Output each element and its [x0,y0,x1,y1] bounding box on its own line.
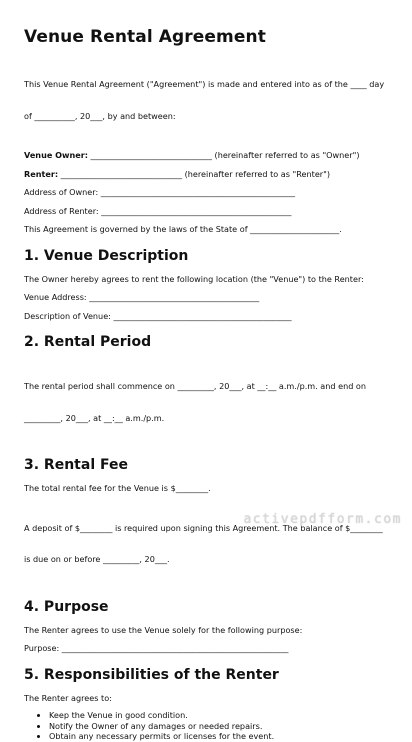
responsibilities-list [24,710,388,742]
deposit-line-2: is due on or before _________, 20___. [24,554,170,564]
owner-address-line: Address of Owner: ________________________________________________ [24,187,296,197]
rental-period-paragraph [24,360,388,444]
purpose-line: Purpose: ________________________________________________________ [24,643,289,653]
section-heading-rental-period: 2. Rental Period [24,334,152,350]
rental-fee-total-line: The total rental fee for the Venue is $________. [24,483,211,493]
venue-description-line: Description of Venue: ____________________________________________ [24,310,292,321]
intro-line-2: of __________, 20___, by and between: [24,110,176,121]
purpose-text: The Renter agrees to use the Venue solely for the following purpose: [24,624,303,635]
section-heading-purpose: 4. Purpose [24,598,109,615]
owner-label: Venue Owner: [24,150,88,160]
owner-field: ______________________________ (hereinafter referred to as "Owner") [87,150,360,160]
governing-law-line: This Agreement is governed by the laws of the State of ______________________. [24,224,342,234]
renter-label: Renter: [24,168,59,179]
section-heading-rental-fee: 3. Rental Fee [24,457,128,473]
owner-line [24,150,388,161]
renter-line [24,169,388,180]
section-heading-responsibilities: 5. Responsibilities of the Renter [24,666,279,683]
rental-period-line-1: The rental period shall commence on _________, 20___, at __:__ a.m./p.m. and end on [24,381,367,391]
list-item: • Notify the Owner of any damages or needed repairs. [49,721,388,732]
rental-period-line-2: _________, 20___, at __:__ a.m./p.m. [24,412,165,423]
list-item: • Keep the Venue in good condition. [49,710,388,721]
intro-paragraph [24,58,388,142]
responsibilities-text: The Renter agrees to: [24,692,112,703]
list-item: • Obtain any necessary permits or licenses for the event. [49,731,388,742]
renter-field: ______________________________ (hereinafter referred to as "Renter") [58,168,331,179]
venue-address-line: Venue Address: __________________________________________ [24,292,260,302]
document-title: Venue Rental Agreement [24,27,266,47]
intro-line-1: This Venue Rental Agreement ("Agreement") is made and entered into as of the ____ day [24,79,385,89]
venue-description-text: The Owner hereby agrees to rent the following location (the "Venue") to the Renter: [24,273,364,284]
renter-address-line: Address of Renter: _______________________________________________ [24,205,292,216]
section-heading-venue-description: 1. Venue Description [24,247,189,264]
watermark: activepdfform.com [243,512,402,527]
deposit-line-1: A deposit of $________ is required upon signing this Agreement. The balance of $________ [24,522,383,533]
